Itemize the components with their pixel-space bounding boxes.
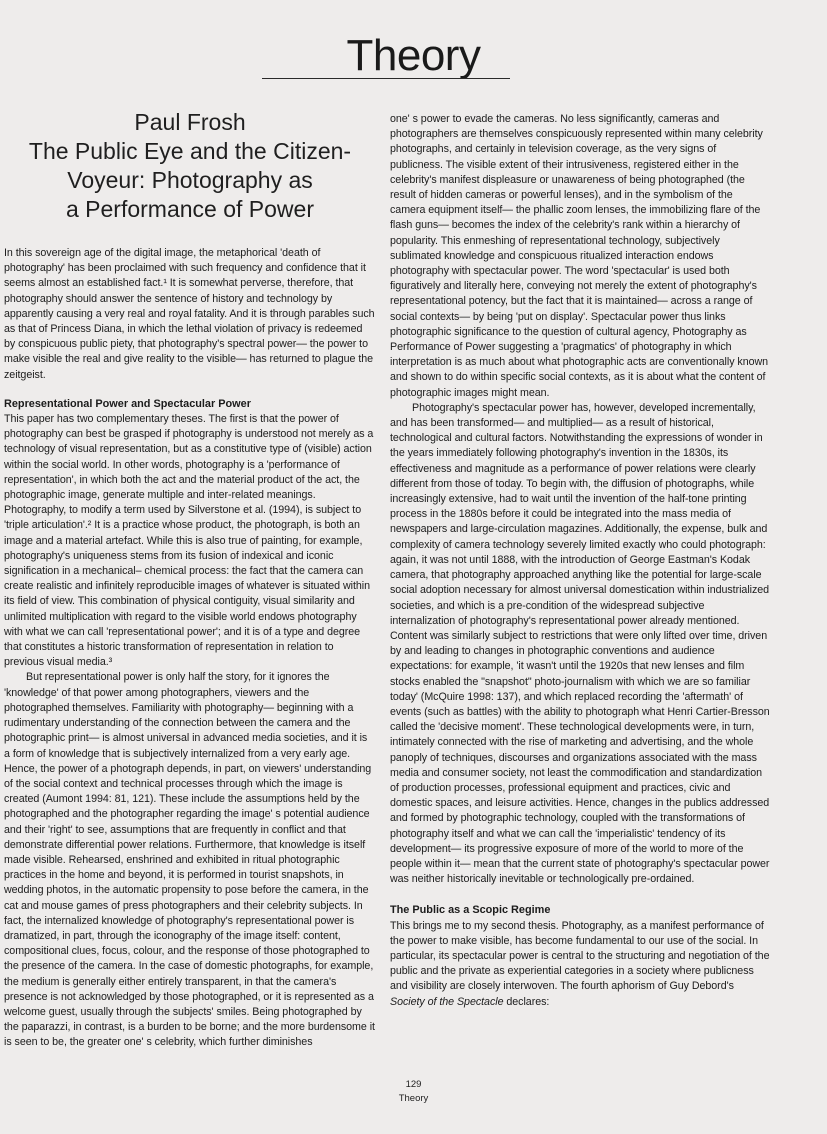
page-number: 129	[405, 1079, 422, 1090]
continued-paragraph: one' s power to evade the cameras. No less significantly, cameras and photographers are themselves conspicuously represented within many celebrity photographs, and certainly in television coverage, as the very signs of publicness. The visible extent of their intrusiveness, registered either in the celebrity's manifest displeasure or unawareness of being photographed (the result of hidden cameras or powerful lenses), and in the symbolism of the camera equipment itself— the phallic zoom lenses, the immobilizing flare of the flash guns— becomes the index of the celebrity's rank within a hierarchy of popularity. This enmeshing of representational technology, subjectively sublimated knowledge and conspicuous ritualized interaction endows photography with spectacular power. The word 'spectacular' is used both figuratively and literally here, conveying not merely the extent of photography's representational potency, but the fact that it is maintained— across a range of social contexts— by being 'put on display'. Spectacular power thus links photographic significance to the question of cultural agency, Photography as Performance of Power suggesting a 'pragmatics' of photography in which interpretation is as much about what photographic acts are conventionally known and shown to do within specific social contexts, as it is about what the content of photographic images might mean.	[390, 113, 769, 399]
article-title-line-2: Voyeur: Photography as	[67, 167, 313, 193]
section-heading-representational-power: Representational Power and Spectacular Power	[4, 397, 251, 410]
article-title-line-1: The Public Eye and the Citizen-	[28, 138, 352, 164]
section-heading-public-scopic-regime: The Public as a Scopic Regime	[390, 904, 551, 917]
article-title-block	[4, 108, 376, 224]
footer-section-label: Theory	[398, 1093, 429, 1104]
section2-paragraph-1	[390, 919, 770, 1010]
header-rule	[262, 78, 510, 79]
intro-paragraph: In this sovereign age of the digital image, the metaphorical 'death of photography' has been proclaimed with such frequency and confidence that it seems almost an established fact.¹ It is somewhat perverse, therefore, that photography should answer the sentence of history and technology by apparently causing a very real and royal fatality. And it is through parables such as that of Princess Diana, in which the lethal violation of privacy is redeemed by conspicuous public piety, that photography's spectral power— the power to make visible the real and give reality to the visible— has returned to plague the zeitgeist.	[4, 247, 375, 381]
section2-text-start: This brings me to my second thesis. Photography, as a manifest performance of the power to make visible, has become fundamental to our use of the social. In particular, its spectacular power is central to the structuring and negotiation of the public and the private as experiential categories in a society where publicness and visibility are closely interwoven. The fourth aphorism of Guy Debord's	[390, 919, 770, 993]
article-title-line-3: a Performance of Power	[65, 196, 314, 222]
book-title-italic: Society of the Spectacle	[390, 995, 504, 1008]
section-header-title: Theory	[346, 31, 481, 80]
section2-text-end: declares:	[503, 995, 550, 1008]
left-column	[4, 108, 376, 1051]
right-column	[390, 112, 770, 1010]
section1-paragraph-2: But representational power is only half the story, for it ignores the 'knowledge' of that power among photographers, viewers and the photographed themselves. Familiarity with photography— beginning with a rudimentary understanding of the connection between the camera and the photographic print— is almost universal in advanced media societies, and it is a form of knowledge that is subjectively internalized from a very early age. Hence, the power of a photograph depends, in part, on viewers' understanding of the social context and technical processes through which the image is created (Aumont 1994: 81, 121). These include the assumptions held by the photographed and the photographer regarding the image' s potential audience and their 'right' to see, assumptions that are frequently in conflict and that demonstrate differential power relations. Furthermore, that knowledge is itself made visible. Rehearsed, enshrined and exhibited in ritual photographic practices in the home and beyond, it is performed in tourist snapshots, in wedding photos, in the automatic propensity to pose before the camera, in the cat and mouse games of press photographers and their celebrity subjects. In fact, the internalized knowledge of photography's representational power is dramatized, in part, through the iconography of the image itself: content, compositional clues, focus, colour, and the response of those photographed to the presence of the camera. In the case of domestic photographs, for example, the medium is generally either entirely transparent, in that the camera's presence is not acknowledged by those photographed, or it is represented as a welcome guest, usually through the subjects' smiles. Being photographed by the paparazzi, in contrast, is a burden to be borne; and the more burdensome it is seen to be, the greater one' s celebrity, which further diminishes	[4, 671, 375, 1049]
page-footer	[0, 1078, 827, 1106]
section1-paragraph-1: This paper has two complementary theses. The first is that the power of photography can best be grasped if photography is understood not merely as a technology of visual representation, but as a constitutive type of (visible) action within the social world. In other words, photography is a 'performance of representation', in which both the act and the material product of the act, the photographic image, generate multiple and inter-related meanings. Photography, to modify a term used by Silverstone et al. (1994), is subject to 'triple articulation'.² It is a practice whose product, the photograph, is both an image and a material artefact. While this is also true of painting, for example, photography's uniqueness stems from its fusion of indexical and iconic signification in a mechanical– chemical process: the fact that the camera can create realistic and infinitely reproducible images of whatever is situated within its field of view. This combination of physical contiguity, visual similarity and unlimited multiplication with regard to the visible world endows photography with what we can call 'representational power'; and it is of a type and degree that constitutes a historic transformation of representation in relation to previous visual media.³	[4, 413, 374, 669]
article-author: Paul Frosh	[134, 109, 246, 135]
spectacular-power-paragraph: Photography's spectacular power has, however, developed incrementally, and has been transformed— and multiplied— as a result of historical, technological and cultural factors. Notwithstanding the expressions of wonder in the years immediately following photography's invention in the 1830s, its effectiveness and magnitude as a performance of power relations were clearly different from those of today. To begin with, the diffusion of photographs, while increasingly extensive, had to wait until the invention of the half-tone printing process in the 1880s before it could be integrated into the mass media of newspapers and large-circulation magazines. Additionally, the expense, bulk and complexity of camera technology severely limited exactly who could photograph: again, it was not until 1888, with the introduction of George Eastman's Kodak camera, that photography approached anything like the potential for large-scale social adoption necessary for almost universal domestication within industrialized societies, and which is a pre-condition of the widespread subjective internalization of photography's representational power already mentioned. Content was similarly subject to restrictions that were only lifted over time, driven by and leading to changes in photographic conventions and audience expectations: for example, 'it wasn't until the 1920s that new lenses and film stocks enabled the "snapshot" photo-journalism with which we are so familiar today' (McQuire 1998: 137), and which replaced recording the 'aftermath' of events (such as battles) with the ability to photograph what Henri Cartier-Bresson called the 'decisive moment'. These technological developments were, in turn, intimately connected with the rise of marketing and advertising, and the whole panoply of techniques, discourses and organizations associated with the mass media and consumer society, not least the commodification and standardization of production processes, professional equipment and practices, civic and domestic spaces, and leisure activities. Hence, changes in the publics addressed and formed by photographic technology, coupled with the transformations of photography itself and what we can call the 'imperialistic' tendency of its development— its progressive exposure of more of the world to more of the people within it— mean that the current state of photography's spectacular power was neither historically inevitable or technologically pre-ordained.	[390, 401, 770, 886]
